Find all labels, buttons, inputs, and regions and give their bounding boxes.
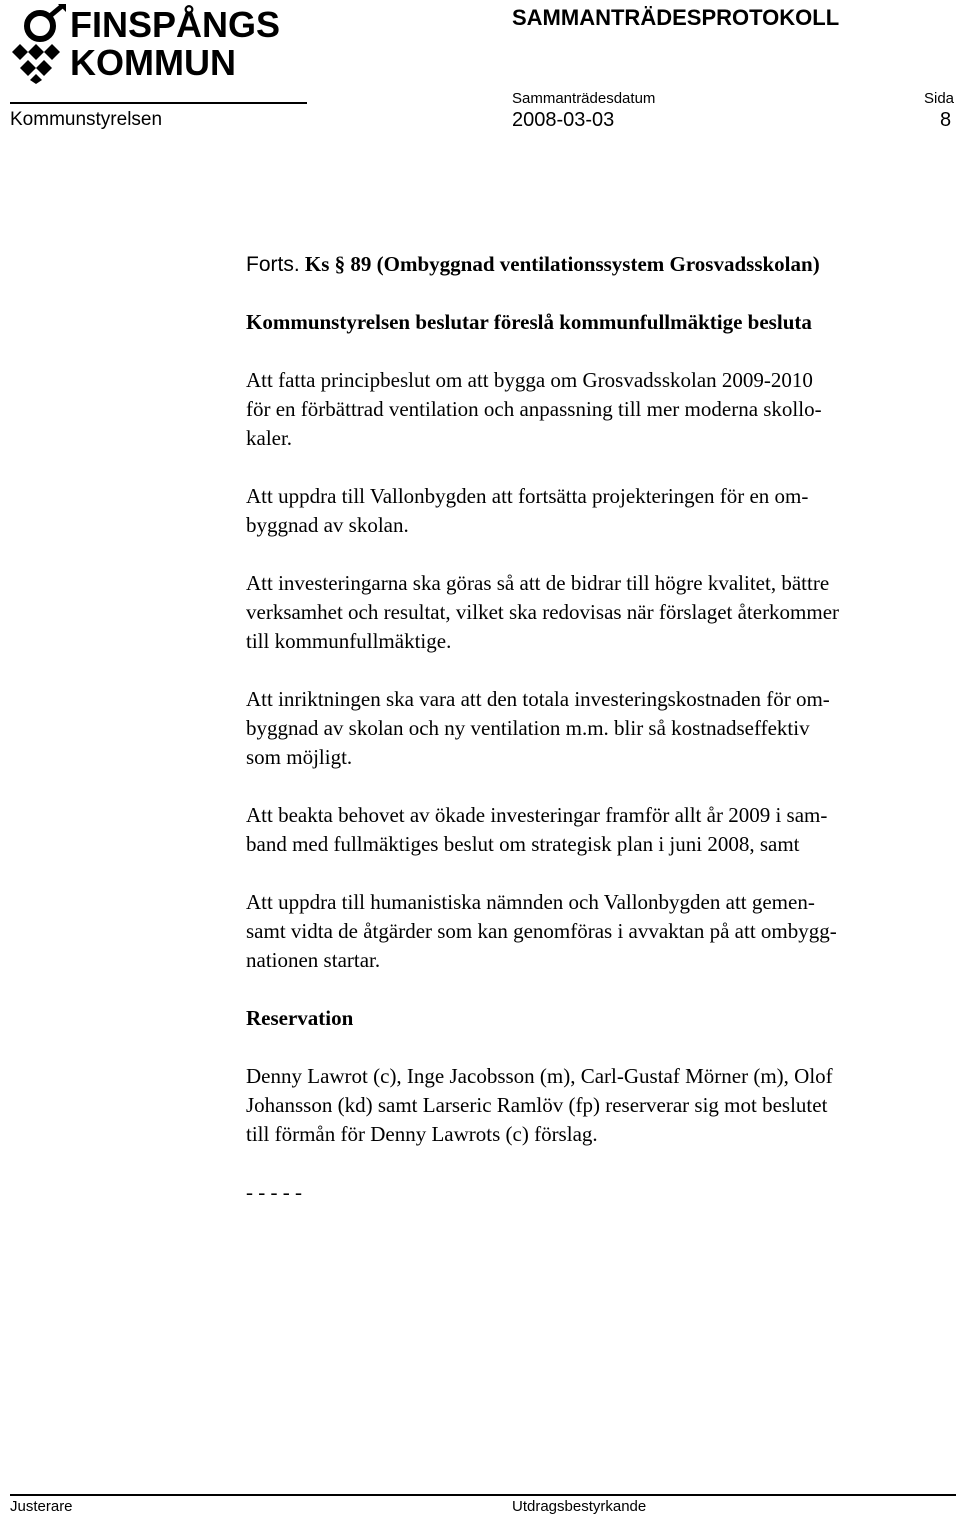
continuation-marker: Forts. (246, 253, 300, 276)
paragraph-line: för en förbättrad ventilation och anpassning till mer moderna skollo- (246, 397, 822, 421)
paragraph-line: till kommunfullmäktige. (246, 629, 452, 653)
header-divider (10, 102, 307, 104)
footer-divider (10, 1494, 956, 1496)
municipality-logo (10, 4, 310, 84)
paragraph-line: Att uppdra till Vallonbygden att fortsätta projekteringen för en om- (246, 484, 809, 508)
decision-paragraph (246, 366, 954, 453)
paragraph-line: kaler. (246, 426, 293, 450)
decision-paragraph (246, 888, 954, 975)
paragraph-line: Att fatta principbeslut om att bygga om Grosvadsskolan 2009-2010 (246, 368, 813, 392)
end-marker: - - - - - (246, 1180, 302, 1204)
paragraph-line: Att inriktningen ska vara att den totala investeringskostnaden för om- (246, 687, 830, 711)
logo-text-line1: FINSPÅNGS (70, 4, 281, 45)
paragraph-line: band med fullmäktiges beslut om strategisk plan i juni 2008, samt (246, 832, 800, 856)
meeting-date-label: Sammanträdesdatum (512, 90, 656, 107)
paragraph-line: Denny Lawrot (c), Inge Jacobsson (m), Carl-Gustaf Mörner (m), Olof (246, 1064, 833, 1088)
section-heading (246, 250, 954, 279)
paragraph-line: Att investeringarna ska göras så att de bidrar till högre kvalitet, bättre (246, 571, 830, 595)
decision-heading: Kommunstyrelsen beslutar föreslå kommunfullmäktige besluta (246, 310, 812, 334)
department-name: Kommunstyrelsen (10, 109, 163, 130)
document-title: SAMMANTRÄDESPROTOKOLL (512, 5, 840, 30)
decision-paragraph (246, 801, 954, 859)
section-title: Ks § 89 (Ombyggnad ventilationssystem Grosvadsskolan) (304, 252, 820, 276)
page-label: Sida (924, 90, 955, 107)
paragraph-line: Att uppdra till humanistiska nämnden och Vallonbygden att gemen- (246, 890, 815, 914)
paragraph-line: samt vidta de åtgärder som kan genomföras i avvaktan på att ombygg- (246, 919, 837, 943)
paragraph-line: byggnad av skolan och ny ventilation m.m. blir så kostnadseffektiv (246, 716, 810, 740)
decision-paragraph (246, 685, 954, 772)
paragraph-line: till förmån för Denny Lawrots (c) förslag. (246, 1122, 598, 1146)
paragraph-line: Att beakta behovet av ökade investeringar framför allt år 2009 i sam- (246, 803, 828, 827)
paragraph-line: Johansson (kd) samt Larseric Ramlöv (fp) reserverar sig mot beslutet (246, 1093, 828, 1117)
adjuster-label: Justerare (10, 1498, 73, 1515)
page-number: 8 (940, 109, 952, 131)
municipal-coat-of-arms-icon (10, 4, 70, 84)
paragraph-line: verksamhet och resultat, vilket ska redovisas när förslaget återkommer (246, 600, 840, 624)
extract-certification-label: Utdragsbestyrkande (512, 1498, 647, 1515)
paragraph-line: nationen startar. (246, 948, 381, 972)
protocol-body (246, 250, 954, 1207)
logo-text-line2: KOMMUN (70, 42, 236, 83)
decision-paragraph (246, 569, 954, 656)
decision-paragraph (246, 482, 954, 540)
meeting-date: 2008-03-03 (512, 109, 615, 131)
reservation-heading: Reservation (246, 1006, 354, 1030)
paragraph-line: byggnad av skolan. (246, 513, 409, 537)
paragraph-line: som möjligt. (246, 745, 353, 769)
reservation-paragraph (246, 1062, 954, 1149)
